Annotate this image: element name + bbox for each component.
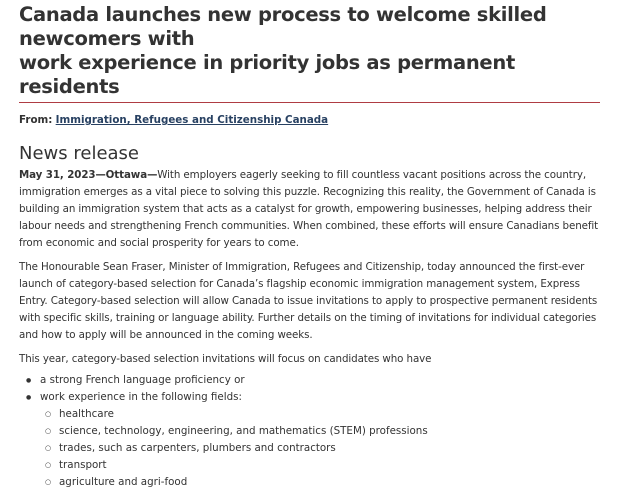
section-heading: News release xyxy=(19,143,139,164)
paragraph-intro-text: With employers eagerly seeking to fill countless vacant positions across the country, immigration emerges as a vital piece to solving this puzzle. Recognizing this reality, the Government of Canada is building an immigration system that acts as a catalyst for growth, empowering businesses, helping address their labour needs and strengthening French communities. When combined, these efforts will ensure Canadians benefit from economic and social prosperity for years to come. xyxy=(19,169,599,249)
page-title xyxy=(19,0,604,99)
dateline: May 31, 2023—Ottawa— xyxy=(19,169,158,181)
from-label: From: xyxy=(19,114,53,126)
department-link[interactable]: Immigration, Refugees and Citizenship Canada xyxy=(55,114,329,126)
title-line-1: Canada launches new process to welcome skilled newcomers with xyxy=(19,3,547,50)
paragraph-announcement: The Honourable Sean Fraser, Minister of Immigration, Refugees and Citizenship, today announced the first-ever launch of category-based selection for Canada’s flagship economic immigration management system, Express Entry. Category-based selection will allow Canada to issue invitations to apply to prospective permanent residents with specific skills, training or language ability. Further details on the timing of invitations for individual categories and how to apply will be announced in the coming weeks. xyxy=(19,261,598,341)
from-line xyxy=(19,113,604,127)
list-item: ○ transport xyxy=(59,457,604,474)
title-divider xyxy=(19,102,600,103)
list-item: ○ healthcare xyxy=(59,406,604,423)
fields-list xyxy=(40,406,604,491)
list-item xyxy=(40,389,604,491)
list-item: ● a strong French language proficiency or xyxy=(40,372,604,389)
list-item: ○ science, technology, engineering, and mathematics (STEM) professions xyxy=(59,423,604,440)
list-item: ○ trades, such as carpenters, plumbers and contractors xyxy=(59,440,604,457)
paragraph-focus: This year, category-based selection invitations will focus on candidates who have xyxy=(19,353,432,365)
criteria-list xyxy=(19,372,604,491)
list-item: ○ agriculture and agri-food xyxy=(59,474,604,491)
paragraph-intro xyxy=(19,167,609,252)
title-line-2: work experience in priority jobs as permanent residents xyxy=(19,51,515,98)
list-item-text: work experience in the following fields: xyxy=(40,391,242,403)
